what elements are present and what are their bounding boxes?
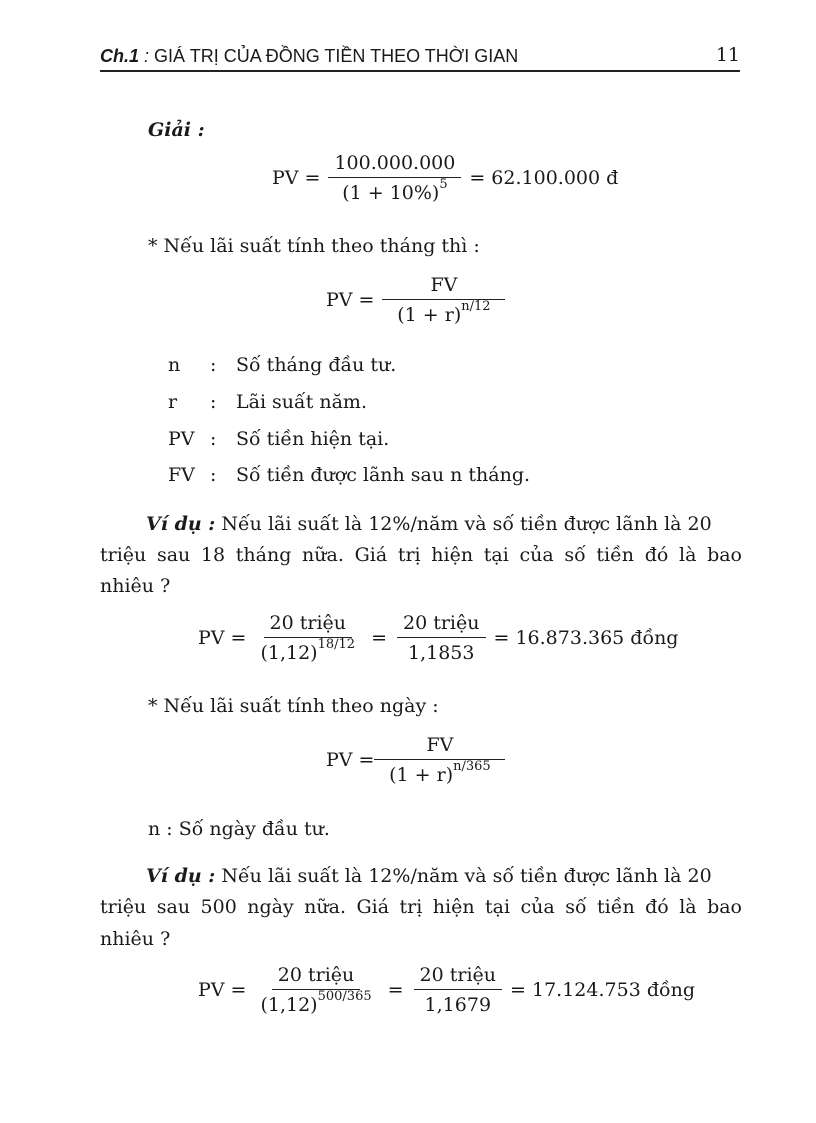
definition-colon: : (210, 354, 217, 376)
example2-line1 (146, 864, 712, 888)
eq3-denominator1 (254, 638, 361, 664)
example1-line1 (146, 512, 712, 536)
eq5-rhs: = 17.124.753 đồng (510, 979, 696, 1001)
formula-pv-annual (272, 152, 618, 204)
formula-example2 (198, 964, 695, 1016)
definition-symbol: r (168, 391, 178, 413)
eq5-den1-exp: 500/365 (317, 988, 372, 1004)
eq2-numerator: FV (382, 274, 505, 300)
formula-example1 (198, 612, 678, 664)
eq2-lhs: PV = (326, 289, 375, 311)
eq4-lhs: PV = (326, 749, 375, 771)
eq1-numerator: 100.000.000 (328, 152, 461, 178)
example2-text1: Nếu lãi suất là 12%/năm và số tiền được lãnh là 20 (221, 865, 712, 887)
eq1-fraction (328, 152, 461, 204)
chapter-title: GIÁ TRỊ CỦA ĐỒNG TIỀN THEO THỜI GIAN (154, 46, 519, 66)
eq3-lhs: PV = (198, 627, 247, 649)
definition-daily: n : Số ngày đầu tư. (148, 818, 330, 840)
eq1-lhs: PV = (272, 167, 321, 189)
eq3-den1-exp: 18/12 (317, 636, 356, 652)
definition-symbol: FV (168, 464, 195, 486)
example-label: Ví dụ : (146, 513, 216, 535)
eq5-fraction1 (254, 964, 377, 1016)
definition-colon: : (210, 464, 217, 486)
definition-colon: : (210, 391, 217, 413)
formula-pv-daily (326, 734, 513, 786)
monthly-intro: * Nếu lãi suất tính theo tháng thì : (148, 235, 480, 257)
example2-line2: triệu sau 500 ngày nữa. Giá trị hiện tại của số tiền đó là bao (100, 896, 742, 918)
eq3-fraction1 (254, 612, 361, 664)
eq5-equals: = (387, 979, 404, 1001)
eq3-den1-base: (1,12) (260, 642, 318, 664)
chapter-colon: : (139, 46, 150, 66)
definition-symbol: n (168, 354, 181, 376)
eq3-numerator2: 20 triệu (397, 612, 486, 638)
eq5-numerator1: 20 triệu (272, 964, 361, 990)
eq2-den-exp: n/12 (461, 298, 491, 314)
page-number: 11 (715, 44, 740, 66)
eq4-denominator (383, 760, 497, 786)
eq3-denominator2: 1,1853 (408, 642, 475, 664)
chapter-number: Ch.1 (100, 46, 140, 66)
eq3-equals: = (371, 627, 387, 649)
eq5-denominator2: 1,1679 (424, 994, 492, 1016)
definition-text: Số tiền được lãnh sau n tháng. (236, 464, 531, 486)
eq1-den-base: (1 + 10%) (342, 182, 440, 204)
eq3-rhs: = 16.873.365 đồng (493, 627, 679, 649)
eq5-fraction2 (414, 964, 503, 1016)
running-header (100, 40, 740, 72)
eq4-den-exp: n/365 (453, 758, 491, 774)
eq1-den-exp: 5 (439, 176, 448, 192)
eq2-den-base: (1 + r) (397, 304, 462, 326)
eq5-denominator1 (254, 990, 377, 1016)
eq5-den1-base: (1,12) (260, 994, 318, 1016)
eq1-rhs: = 62.100.000 đ (469, 167, 619, 189)
eq3-fraction2 (397, 612, 486, 664)
formula-pv-monthly (326, 274, 513, 326)
eq2-fraction (382, 274, 505, 326)
definition-text: Số tiền hiện tại. (236, 428, 390, 450)
example2-line3: nhiêu ? (100, 928, 171, 950)
eq2-denominator (391, 300, 496, 326)
chapter-heading (100, 46, 518, 67)
eq4-den-base: (1 + r) (389, 764, 454, 786)
eq4-fraction (374, 734, 505, 786)
example1-line2: triệu sau 18 tháng nữa. Giá trị hiện tại của số tiền đó là bao (100, 544, 742, 566)
example-label: Ví dụ : (146, 865, 216, 887)
definition-symbol: PV (168, 428, 195, 450)
solution-label: Giải : (148, 119, 205, 141)
eq1-denominator (336, 178, 453, 204)
daily-intro: * Nếu lãi suất tính theo ngày : (148, 695, 439, 717)
eq4-numerator: FV (374, 734, 505, 760)
eq3-numerator1: 20 triệu (264, 612, 353, 638)
eq5-numerator2: 20 triệu (414, 964, 503, 990)
definition-text: Lãi suất năm. (236, 391, 367, 413)
example1-line3: nhiêu ? (100, 575, 171, 597)
definition-text: Số tháng đầu tư. (236, 354, 397, 376)
eq5-lhs: PV = (198, 979, 247, 1001)
example1-text1: Nếu lãi suất là 12%/năm và số tiền được lãnh là 20 (221, 513, 712, 535)
definition-colon: : (210, 428, 217, 450)
